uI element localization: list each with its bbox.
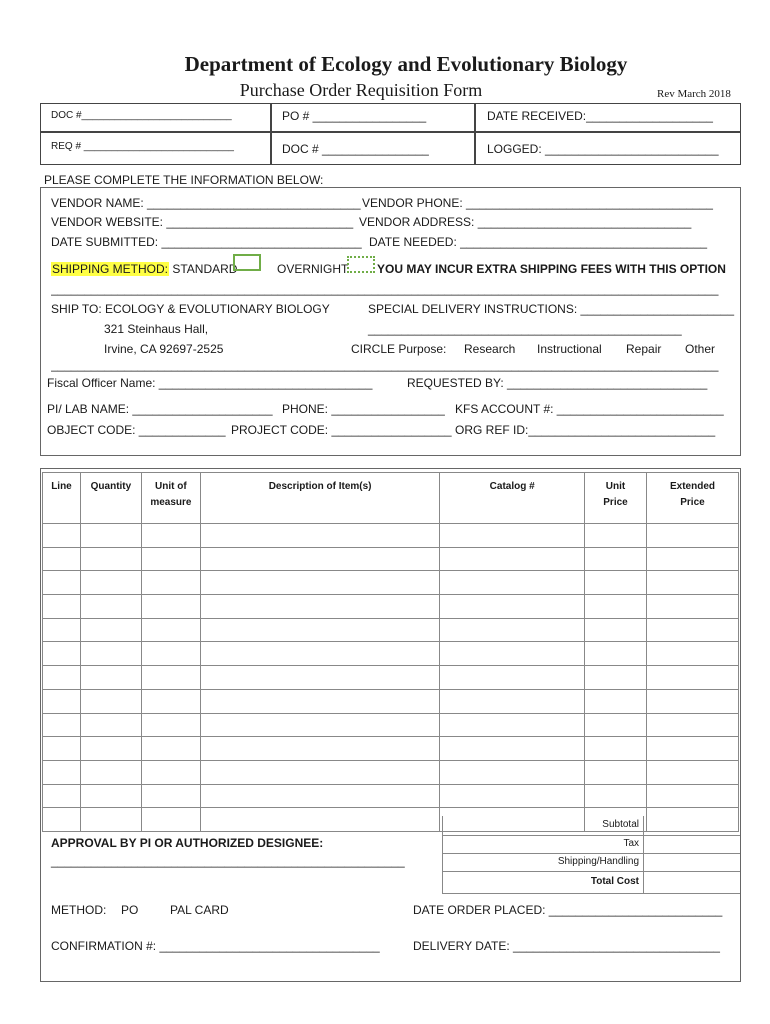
item-cell[interactable] xyxy=(646,737,738,761)
item-cell[interactable] xyxy=(440,642,585,666)
item-cell[interactable] xyxy=(200,571,439,595)
table-row xyxy=(43,547,739,571)
item-cell[interactable] xyxy=(646,689,738,713)
item-cell[interactable] xyxy=(200,784,439,808)
approval-signature-line[interactable]: _____________________________________________________ xyxy=(51,854,405,868)
item-cell[interactable] xyxy=(141,547,200,571)
item-cell[interactable] xyxy=(141,571,200,595)
item-cell[interactable] xyxy=(43,737,81,761)
vendor-name-field[interactable]: VENDOR NAME: ________________________________ xyxy=(51,196,361,210)
table-row xyxy=(43,737,739,761)
item-cell[interactable] xyxy=(80,689,141,713)
item-cell[interactable] xyxy=(646,760,738,784)
item-cell[interactable] xyxy=(646,784,738,808)
item-cell[interactable] xyxy=(80,571,141,595)
tax-label: Tax xyxy=(623,838,639,849)
method-pal-card-option[interactable]: PAL CARD xyxy=(170,903,229,917)
item-cell[interactable] xyxy=(141,618,200,642)
item-cell[interactable] xyxy=(585,642,647,666)
item-cell[interactable] xyxy=(585,618,647,642)
tax-field[interactable] xyxy=(644,836,739,852)
item-cell[interactable] xyxy=(585,666,647,690)
item-cell[interactable] xyxy=(141,642,200,666)
shipping-handling-label: Shipping/Handling xyxy=(557,856,639,867)
shipping-field[interactable] xyxy=(644,854,739,870)
requested-by-field[interactable]: REQUESTED BY: ______________________________ xyxy=(407,376,708,390)
item-cell[interactable] xyxy=(80,666,141,690)
subtotal-field[interactable] xyxy=(644,817,739,834)
item-cell[interactable] xyxy=(80,524,141,548)
item-cell[interactable] xyxy=(585,713,647,737)
item-cell[interactable] xyxy=(646,642,738,666)
item-cell[interactable] xyxy=(440,595,585,619)
item-cell[interactable] xyxy=(200,642,439,666)
table-row xyxy=(43,571,739,595)
item-cell[interactable] xyxy=(585,547,647,571)
ship-to-label: SHIP TO: ECOLOGY & EVOLUTIONARY BIOLOGY xyxy=(51,302,330,316)
column-header-quantity: Quantity xyxy=(80,473,141,524)
object-code-field[interactable]: OBJECT CODE: _____________ xyxy=(47,423,226,437)
item-cell[interactable] xyxy=(43,689,81,713)
item-cell[interactable] xyxy=(43,571,81,595)
item-cell[interactable] xyxy=(43,524,81,548)
item-cell[interactable] xyxy=(440,666,585,690)
item-cell[interactable] xyxy=(440,784,585,808)
table-row xyxy=(43,618,739,642)
item-cell[interactable] xyxy=(43,760,81,784)
special-instructions-line[interactable]: _______________________________________________ xyxy=(368,322,682,336)
table-row xyxy=(43,689,739,713)
date-submitted-field[interactable]: DATE SUBMITTED: ______________________________ xyxy=(51,235,362,249)
item-cell[interactable] xyxy=(80,760,141,784)
item-cell[interactable] xyxy=(80,713,141,737)
instructions-label: PLEASE COMPLETE THE INFORMATION BELOW: xyxy=(44,173,324,187)
org-ref-id-field[interactable]: ORG REF ID:____________________________ xyxy=(455,423,716,437)
table-row xyxy=(43,595,739,619)
delivery-date-field[interactable]: DELIVERY DATE: _______________________________ xyxy=(413,939,720,953)
ship-address-line2: Irvine, CA 92697-2525 xyxy=(104,342,224,356)
table-row xyxy=(43,524,739,548)
item-cell[interactable] xyxy=(440,737,585,761)
shipping-method-label xyxy=(51,262,237,276)
item-cell[interactable] xyxy=(200,524,439,548)
item-cell[interactable] xyxy=(200,666,439,690)
item-cell[interactable] xyxy=(585,595,647,619)
item-cell[interactable] xyxy=(646,547,738,571)
special-instructions-field[interactable]: SPECIAL DELIVERY INSTRUCTIONS: _______________________ xyxy=(368,302,734,316)
item-cell[interactable] xyxy=(440,689,585,713)
overnight-fee-note: YOU MAY INCUR EXTRA SHIPPING FEES WITH THIS OPTION xyxy=(377,262,726,276)
item-cell[interactable] xyxy=(585,689,647,713)
item-cell[interactable] xyxy=(80,808,141,832)
table-row xyxy=(43,713,739,737)
item-cell[interactable] xyxy=(585,784,647,808)
item-cell[interactable] xyxy=(80,642,141,666)
item-cell[interactable] xyxy=(200,737,439,761)
item-cell[interactable] xyxy=(43,618,81,642)
column-header-description: Description of Item(s) xyxy=(200,473,439,524)
standard-checkbox[interactable] xyxy=(233,254,261,271)
item-cell[interactable] xyxy=(440,713,585,737)
divider-line: ____________________________________________________________________________________________________ xyxy=(51,358,719,372)
item-cell[interactable] xyxy=(141,595,200,619)
item-cell[interactable] xyxy=(585,571,647,595)
purpose-instructional[interactable]: Instructional xyxy=(537,342,602,356)
item-cell[interactable] xyxy=(141,524,200,548)
column-header-unit-price: Unit Price xyxy=(585,473,647,524)
req-number-field[interactable]: REQ # ___________________________ xyxy=(51,141,234,152)
item-cell[interactable] xyxy=(43,808,81,832)
table-row xyxy=(43,760,739,784)
date-needed-field[interactable]: DATE NEEDED: _____________________________________ xyxy=(369,235,708,249)
item-cell[interactable] xyxy=(646,666,738,690)
item-cell[interactable] xyxy=(43,547,81,571)
total-cost-field[interactable] xyxy=(644,872,739,892)
item-cell[interactable] xyxy=(43,642,81,666)
item-cell[interactable] xyxy=(200,618,439,642)
table-row xyxy=(43,666,739,690)
pi-lab-name-field[interactable]: PI/ LAB NAME: _____________________ xyxy=(47,402,273,416)
vendor-website-field[interactable]: VENDOR WEBSITE: ____________________________ xyxy=(51,215,354,229)
approval-label: APPROVAL BY PI OR AUTHORIZED DESIGNEE: xyxy=(51,836,324,850)
totals-table xyxy=(442,816,740,894)
item-cell[interactable] xyxy=(585,737,647,761)
item-cell[interactable] xyxy=(141,689,200,713)
table-row xyxy=(43,784,739,808)
item-cell[interactable] xyxy=(646,713,738,737)
circle-purpose-label: CIRCLE Purpose: xyxy=(351,342,447,356)
items-table xyxy=(42,472,739,832)
item-cell[interactable] xyxy=(646,571,738,595)
item-cell[interactable] xyxy=(141,760,200,784)
po-number-field[interactable]: PO # _________________ xyxy=(282,109,427,123)
item-cell[interactable] xyxy=(43,666,81,690)
purpose-other[interactable]: Other xyxy=(685,342,716,356)
item-cell[interactable] xyxy=(440,571,585,595)
revision-label: Rev March 2018 xyxy=(657,88,731,100)
date-received-field[interactable]: DATE RECEIVED:___________________ xyxy=(487,109,713,123)
doc2-number-field[interactable]: DOC # ________________ xyxy=(282,142,429,156)
divider-line: ____________________________________________________________________________________________________ xyxy=(51,282,719,296)
subtotal-label: Subtotal xyxy=(602,819,639,830)
item-cell[interactable] xyxy=(646,618,738,642)
vendor-phone-field[interactable]: VENDOR PHONE: _____________________________________ xyxy=(362,196,713,210)
item-cell[interactable] xyxy=(646,595,738,619)
item-cell[interactable] xyxy=(646,524,738,548)
item-cell[interactable] xyxy=(141,737,200,761)
item-cell[interactable] xyxy=(200,808,439,832)
item-cell[interactable] xyxy=(43,595,81,619)
purpose-research[interactable]: Research xyxy=(464,342,516,356)
item-cell[interactable] xyxy=(440,618,585,642)
doc-number-field[interactable]: DOC #___________________________ xyxy=(51,110,232,121)
overnight-label: OVERNIGHT xyxy=(277,262,349,276)
ship-address-line1: 321 Steinhaus Hall, xyxy=(104,322,209,336)
item-cell[interactable] xyxy=(80,784,141,808)
item-cell[interactable] xyxy=(200,547,439,571)
item-cell[interactable] xyxy=(43,784,81,808)
project-code-field[interactable]: PROJECT CODE: __________________ xyxy=(231,423,452,437)
item-cell[interactable] xyxy=(80,547,141,571)
item-cell[interactable] xyxy=(585,524,647,548)
item-cell[interactable] xyxy=(200,689,439,713)
item-cell[interactable] xyxy=(440,547,585,571)
item-cell[interactable] xyxy=(440,760,585,784)
item-cell[interactable] xyxy=(141,808,200,832)
item-cell[interactable] xyxy=(80,618,141,642)
table-row xyxy=(43,642,739,666)
item-cell[interactable] xyxy=(200,713,439,737)
column-header-catalog: Catalog # xyxy=(440,473,585,524)
item-cell[interactable] xyxy=(141,784,200,808)
table-header-row xyxy=(43,473,739,524)
vendor-address-field[interactable]: VENDOR ADDRESS: ________________________________ xyxy=(359,215,692,229)
total-cost-label: Total Cost xyxy=(590,876,639,887)
purpose-repair[interactable]: Repair xyxy=(626,342,662,356)
column-header-line: Line xyxy=(43,473,81,524)
fiscal-officer-field[interactable]: Fiscal Officer Name: ________________________________ xyxy=(47,376,373,390)
item-cell[interactable] xyxy=(43,713,81,737)
logged-field[interactable]: LOGGED: __________________________ xyxy=(487,142,719,156)
date-order-placed-field[interactable]: DATE ORDER PLACED: __________________________ xyxy=(413,903,723,917)
overnight-checkbox[interactable] xyxy=(347,256,375,273)
column-header-extended-price: Extended Price xyxy=(646,473,738,524)
item-cell[interactable] xyxy=(200,760,439,784)
item-cell[interactable] xyxy=(440,524,585,548)
item-cell[interactable] xyxy=(200,595,439,619)
column-header-unit: Unit of measure xyxy=(141,473,200,524)
method-label: METHOD: xyxy=(51,903,107,917)
item-cell[interactable] xyxy=(80,595,141,619)
kfs-account-field[interactable]: KFS ACCOUNT #: _________________________ xyxy=(455,402,724,416)
item-cell[interactable] xyxy=(141,713,200,737)
method-po-option[interactable]: PO xyxy=(121,903,139,917)
standard-label: STANDARD xyxy=(172,262,238,276)
page-title: Department of Ecology and Evolutionary Biology xyxy=(184,52,628,76)
item-cell[interactable] xyxy=(141,666,200,690)
shipping-method-text: SHIPPING METHOD: xyxy=(52,262,169,276)
item-cell[interactable] xyxy=(80,737,141,761)
phone-field[interactable]: PHONE: _________________ xyxy=(282,402,445,416)
item-cell[interactable] xyxy=(585,760,647,784)
form-subtitle: Purchase Order Requisition Form xyxy=(239,80,483,100)
confirmation-number-field[interactable]: CONFIRMATION #: _________________________________ xyxy=(51,939,380,953)
